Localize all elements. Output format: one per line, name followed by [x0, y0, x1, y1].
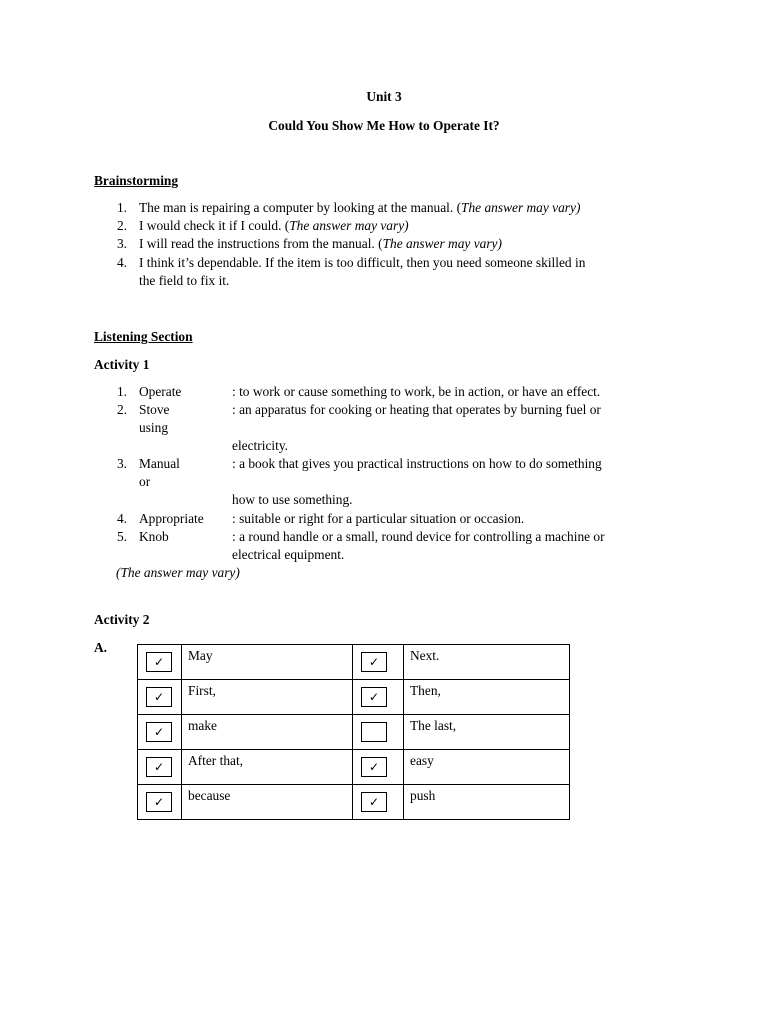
- checkbox[interactable]: [146, 757, 172, 777]
- word-cell: Then,: [404, 680, 570, 715]
- checkbox-cell: [353, 715, 404, 750]
- checkbox[interactable]: [146, 792, 172, 812]
- part-label: A.: [94, 640, 108, 655]
- document-page: Unit 3 Could You Show Me How to Operate It? Brainstorming 1. The man is repairing a computer by looking at the manual. (The answer may vary) 2. I would check it if I could. (The answer may vary) 3. I will read the instructions from the manual. (The answer may vary) 4. I think it’s dependable. If the item is too difficult, then you need someone skilled in the field to fix it. Listening Section Activity 1 1. Operate : to work or cause something to work, be in action, or have an effect. 2. Stove : an apparatus for cooking or heating that operates by burning fuel or using electricity. 3. Manual : a book that gives you practical instructions on how to do something or how to use something. 4. Appropriate : suitable or right for a particular situation or occasion. 5. Knob : a round handle or a small, round device for controlling a machine or electrical equipment. (The answer may vary) Activity 2 A. ✓ May ✓ Next. ✓ First, ✓ Then, ✓ make The last, ✓ After that, ✓ easy ✓ because ✓ push: [0, 0, 768, 1024]
- checkbox[interactable]: [146, 687, 172, 707]
- definition: : an apparatus for cooking or heating that operates by burning fuel or: [232, 402, 601, 417]
- definition: : a round handle or a small, round device for controlling a machine or: [232, 529, 605, 544]
- table-row: [138, 645, 570, 680]
- listening-heading: Listening Section: [94, 329, 193, 344]
- check-mark-icon: ✓: [153, 760, 165, 774]
- definition: : suitable or right for a particular situation or occasion.: [232, 511, 525, 526]
- checkbox[interactable]: [361, 757, 387, 777]
- check-mark-icon: ✓: [368, 655, 380, 669]
- word-cell: The last,: [404, 715, 570, 750]
- checkbox-cell: [138, 785, 182, 820]
- table-row: [138, 680, 570, 715]
- check-mark-icon: ✓: [153, 795, 165, 809]
- activity1-heading: Activity 1: [94, 357, 150, 372]
- term: Appropriate: [139, 511, 204, 526]
- word-cell: First,: [182, 680, 353, 715]
- checkbox-cell: [138, 680, 182, 715]
- word-cell: because: [182, 785, 353, 820]
- checkbox-cell: [353, 750, 404, 785]
- unit-label: Unit 3: [366, 89, 402, 104]
- table-row: [138, 715, 570, 750]
- checkbox-cell: [353, 645, 404, 680]
- checkbox-cell: [138, 645, 182, 680]
- definition: : a book that gives you practical instructions on how to do something: [232, 456, 602, 471]
- word-cell: May: [182, 645, 353, 680]
- term: Manual: [139, 456, 180, 471]
- activity2-heading: Activity 2: [94, 612, 150, 627]
- page-title: Could You Show Me How to Operate It?: [268, 118, 500, 133]
- checkbox[interactable]: [361, 792, 387, 812]
- checkbox-cell: [138, 750, 182, 785]
- table-row: [138, 785, 570, 820]
- checkbox[interactable]: [146, 652, 172, 672]
- brainstorming-heading: Brainstorming: [94, 173, 179, 188]
- checkbox[interactable]: [361, 652, 387, 672]
- definition: : to work or cause something to work, be in action, or have an effect.: [232, 384, 601, 399]
- checkbox[interactable]: [361, 722, 387, 742]
- checkbox[interactable]: [146, 722, 172, 742]
- table-row: [138, 750, 570, 785]
- word-cell: Next.: [404, 645, 570, 680]
- checkbox-cell: [353, 680, 404, 715]
- check-mark-icon: ✓: [368, 760, 380, 774]
- checkbox-table: [137, 644, 570, 820]
- term: Knob: [139, 529, 169, 544]
- checkbox-cell: [138, 715, 182, 750]
- word-cell: make: [182, 715, 353, 750]
- checkbox[interactable]: [361, 687, 387, 707]
- term: Operate: [139, 384, 182, 399]
- check-mark-icon: ✓: [368, 690, 380, 704]
- check-mark-icon: ✓: [153, 690, 165, 704]
- check-mark-icon: ✓: [153, 655, 165, 669]
- word-cell: After that,: [182, 750, 353, 785]
- checkbox-cell: [353, 785, 404, 820]
- word-cell: easy: [404, 750, 570, 785]
- check-mark-icon: ✓: [153, 725, 165, 739]
- term: Stove: [139, 402, 170, 417]
- word-cell: push: [404, 785, 570, 820]
- answer-note: (The answer may vary): [116, 565, 240, 580]
- check-mark-icon: ✓: [368, 795, 380, 809]
